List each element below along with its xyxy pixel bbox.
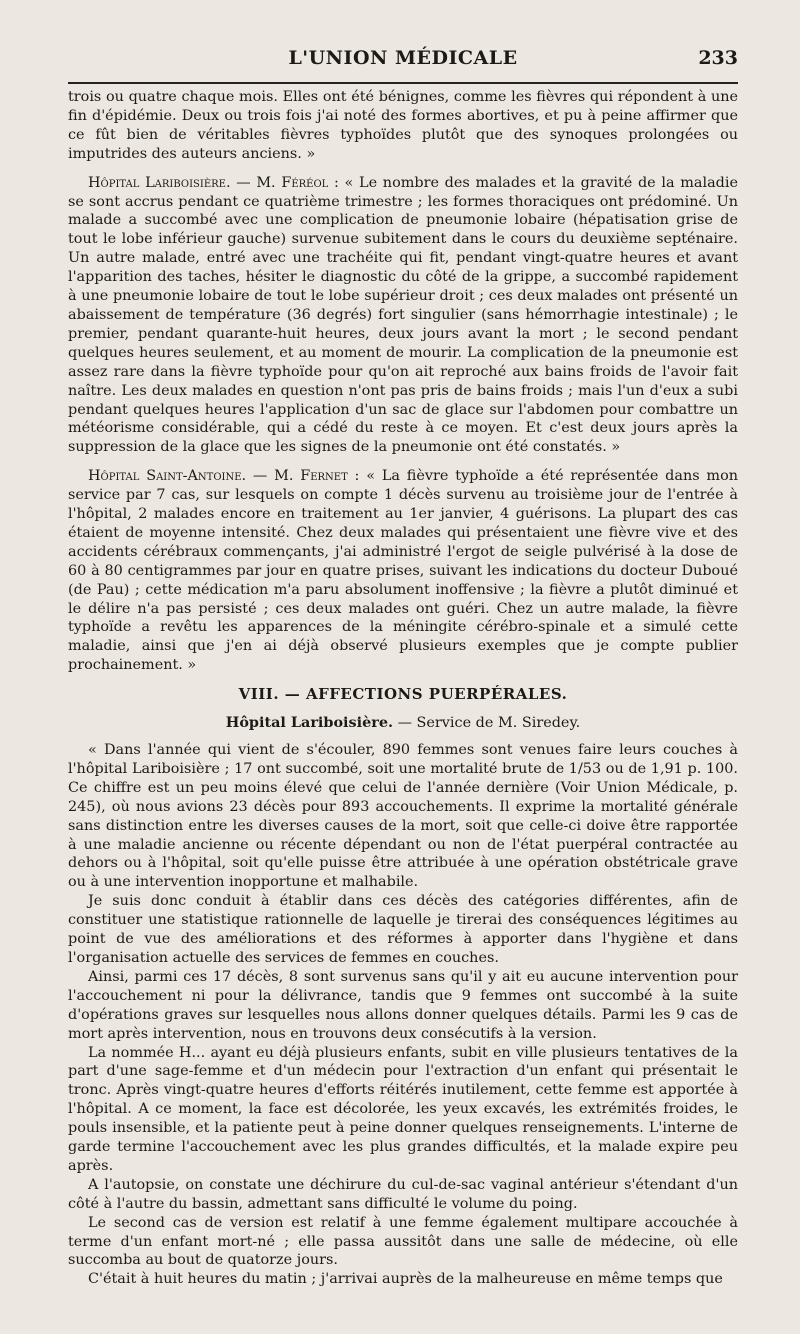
- subsection-service: — Service de M. Siredey.: [397, 715, 581, 732]
- paragraph: [68, 174, 738, 458]
- hospital-lead: Hôpital Lariboisière. — M. Féréol :: [88, 174, 339, 191]
- section-title: VIII. — AFFECTIONS PUERPÉRALES.: [238, 685, 568, 704]
- paragraph-text: « La fièvre typhoïde a été représentée dans mon service par 7 cas, sur lesquels on compte 1 décès survenu au troisième jour de l'entrée à l'hôpital, 2 malades encore en traitement au 1er janvier, 4 guérisons. La plupart des cas étaient de moyenne intensité. Chez deux malades qui présentaient une fièvre vive et des accidents cérébraux commençants, j'ai administré l'ergot de seigle pulvérisé à la dose de 60 à 80 centigrammes par jour en quatre prises, suivant les indications du docteur Duboué (de Pau) ; cette médication m'a paru absolument inoffensive ; la fièvre a plutôt diminué et le délire n'a pas persisté ; ces deux malades ont guéri. Chez un autre malade, la fièvre typhoïde a revêtu les apparences de la méningite cérébro-spinale et a simulé cette maladie, ainsi que j'en ai déjà observé plusieurs exemples que je compte publier prochainement. »: [68, 468, 739, 674]
- header-rule: [68, 82, 738, 84]
- paragraph: [68, 467, 738, 675]
- paragraph: Ainsi, parmi ces 17 décès, 8 sont survenus sans qu'il y ait eu aucune intervention pour l'accouchement ni pour la délivrance, tandis que 9 femmes ont succombé à la suite d'opérations graves sur lesquelles nous allons donner quelques détails. Parmi les 9 cas de mort après intervention, nous en trouvons deux consécutifs à la version.: [68, 968, 738, 1042]
- paragraph: Je suis donc conduit à établir dans ces décès des catégories différentes, afin de constituer une statistique rationnelle de laquelle je tirerai des conséquences légitimes au point de vue des améliorations et des réformes à apporter dans l'hygiène et dans l'organisation actuelle des services de femmes en couches.: [68, 893, 738, 966]
- article-body: [68, 88, 738, 1289]
- journal-title: L'UNION MÉDICALE: [288, 47, 518, 69]
- subsection-title: [68, 714, 738, 733]
- paragraph: Le second cas de version est relatif à une femme également multipare accouchée à terme d'un enfant mort-né ; elle passa aussitôt dans une salle de médecine, où elle succomba au bout de quatorze jours.: [68, 1214, 738, 1269]
- hospital-lead: Hôpital Saint-Antoine. — M. Fernet :: [88, 468, 360, 485]
- page-number: 233: [698, 47, 738, 69]
- page-header: [68, 44, 738, 76]
- paragraph: La nommée H... ayant eu déjà plusieurs enfants, subit en ville plusieurs tentatives de la part d'une sage-femme et d'un médecin pour l'extraction d'un enfant qui présentait le tronc. Après vingt-quatre heures d'efforts réitérés inutilement, cette femme est apportée à l'hôpital. A ce moment, la face est décolorée, les yeux excavés, les extrémités froides, le pouls insensible, et la patiente peut à peine donner quelques renseignements. L'interne de garde termine l'accouchement avec les plus grandes difficultés, et la malade expire peu après.: [68, 1044, 738, 1174]
- paragraph: « Dans l'année qui vient de s'écouler, 890 femmes sont venues faire leurs couches à l'hôpital Lariboisière ; 17 ont succombé, soit une mortalité brute de 1/53 ou de 1,91 p. 100. Ce chiffre est un peu moins élevé que celui de l'année dernière (Voir Union Médicale, p. 245), où nous avions 23 décès pour 893 accouchements. Il exprime la mortalité générale sans distinction entre les diverses causes de la mort, soit que celle-ci doive être rapportée à une maladie ancienne ou récente dépendant ou non de l'état puerpéral contractée au dehors ou à l'hôpital, soit qu'elle puisse être attribuée à une opération obstétricale grave ou à une intervention inopportune et malhabile.: [68, 742, 738, 891]
- paragraph: A l'autopsie, on constate une déchirure du cul-de-sac vaginal antérieur s'étendant d'un côté à l'autre du bassin, admettant sans difficulté le volume du poing.: [68, 1176, 738, 1212]
- subsection-hospital: Hôpital Lariboisière.: [225, 714, 393, 732]
- paragraph: C'était à huit heures du matin ; j'arrivai auprès de la malheureuse en même temps que: [88, 1271, 723, 1288]
- paragraph: trois ou quatre chaque mois. Elles ont été bénignes, comme les fièvres qui répondent à une fin d'épidémie. Deux ou trois fois j'ai noté des formes abortives, et pu à peine affirmer que ce fût bien de véritables fièvres typhoïdes plutôt que des synoques prolongées ou imputrides des auteurs anciens. »: [68, 89, 738, 162]
- paragraph-text: « Le nombre des malades et la gravité de la maladie se sont accrus pendant ce quatrième trimestre ; les formes thoraciques ont prédominé. Un malade a succombé avec une complication de pneumonie lobaire (hépatisation grise de tout le lobe inférieur gauche) survenue subitement dans le cours du deuxième septénaire. Un autre malade, entré avec une trachéite qui fit, pendant vingt-quatre heures et avant l'apparition des taches, hésiter le diagnostic du côté de la grippe, a succombé rapidement à une pneumonie lobaire de tout le lobe supérieur droit ; ces deux malades ont présenté un abaissement de température (36 degrés) fort singulier (sans hémorrhagie intestinale) ; le premier, pendant quarante-huit heures, deux jours avant la mort ; le second pendant quelques heures seulement, et au moment de mourir. La complication de la pneumonie est assez rare dans la fièvre typhoïde pour qu'on ait reproché aux bains froids de l'avoir fait naître. Les deux malades en question n'ont pas pris de bains froids ; mais l'un d'eux a subi pendant quelques heures l'application d'un sac de glace sur l'abdomen pour combattre un météorisme considérable, qui a cédé du reste à ce moyen. Et c'est deux jours après la suppression de la glace que les signes de la pneumonie ont été constatés. »: [68, 174, 738, 456]
